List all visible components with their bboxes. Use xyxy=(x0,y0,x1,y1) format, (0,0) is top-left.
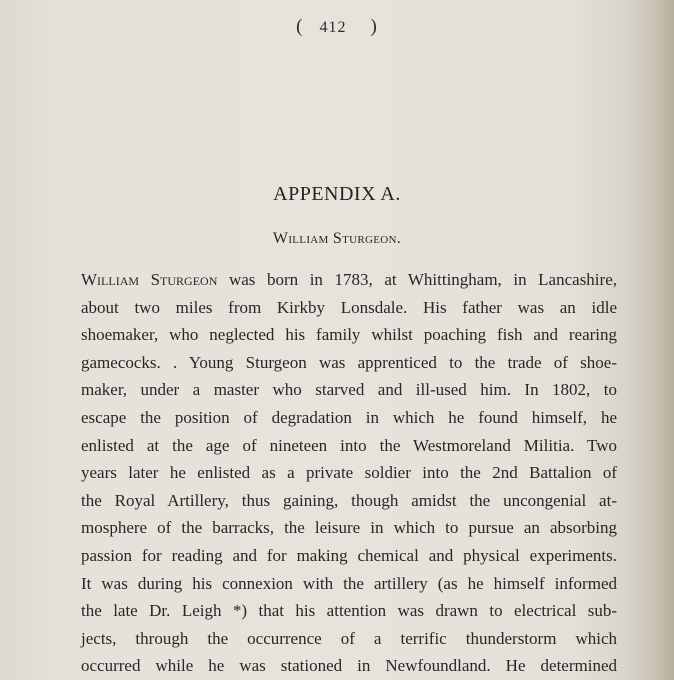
text-line: mosphere of the barracks, the leisure in which to pursue an absorbing xyxy=(81,518,617,538)
text-line: about two miles from Kirkby Lonsdale. His father was an idle xyxy=(81,297,617,317)
text-line: occurred while he was stationed in Newfoundland. He determined xyxy=(81,656,617,676)
section-heading: William Sturgeon. xyxy=(272,230,402,247)
text-line: gamecocks. . Young Sturgeon was apprenticed to the trade of shoe- xyxy=(81,352,617,372)
page-number xyxy=(0,16,674,38)
text-line: the Royal Artillery, thus gaining, though amidst the uncongenial at- xyxy=(81,490,617,510)
text-line: shoemaker, who neglected his family whilst poaching fish and rearing xyxy=(81,325,617,345)
page-number-open-paren: ( xyxy=(296,16,304,37)
appendix-heading: APPENDIX A. xyxy=(273,183,401,205)
page-number-value: 412 xyxy=(319,19,347,36)
text-line: passion for reading and for making chemical and physical experiments. xyxy=(81,545,617,565)
text-line: William Sturgeon was born in 1783, at Whittingham, in Lancashire, xyxy=(81,270,617,289)
text-line: the late Dr. Leigh *) that his attention was drawn to electrical sub- xyxy=(81,601,617,621)
text-line: years later he enlisted as a private soldier into the 2nd Battalion of xyxy=(81,463,617,483)
text-line: enlisted at the age of nineteen into the Westmoreland Militia. Two xyxy=(81,435,617,455)
text-line: It was during his connexion with the artillery (as he himself informed xyxy=(81,573,617,593)
body-paragraph xyxy=(81,266,617,680)
text-line: jects, through the occurrence of a terrific thunderstorm which xyxy=(81,628,617,648)
page-number-close-paren: ) xyxy=(370,16,378,37)
text-line: escape the position of degradation in which he found himself, he xyxy=(81,407,617,427)
text-line: maker, under a master who starved and ill-used him. In 1802, to xyxy=(81,380,617,400)
subject-name-small-caps: William Sturgeon xyxy=(81,270,218,289)
